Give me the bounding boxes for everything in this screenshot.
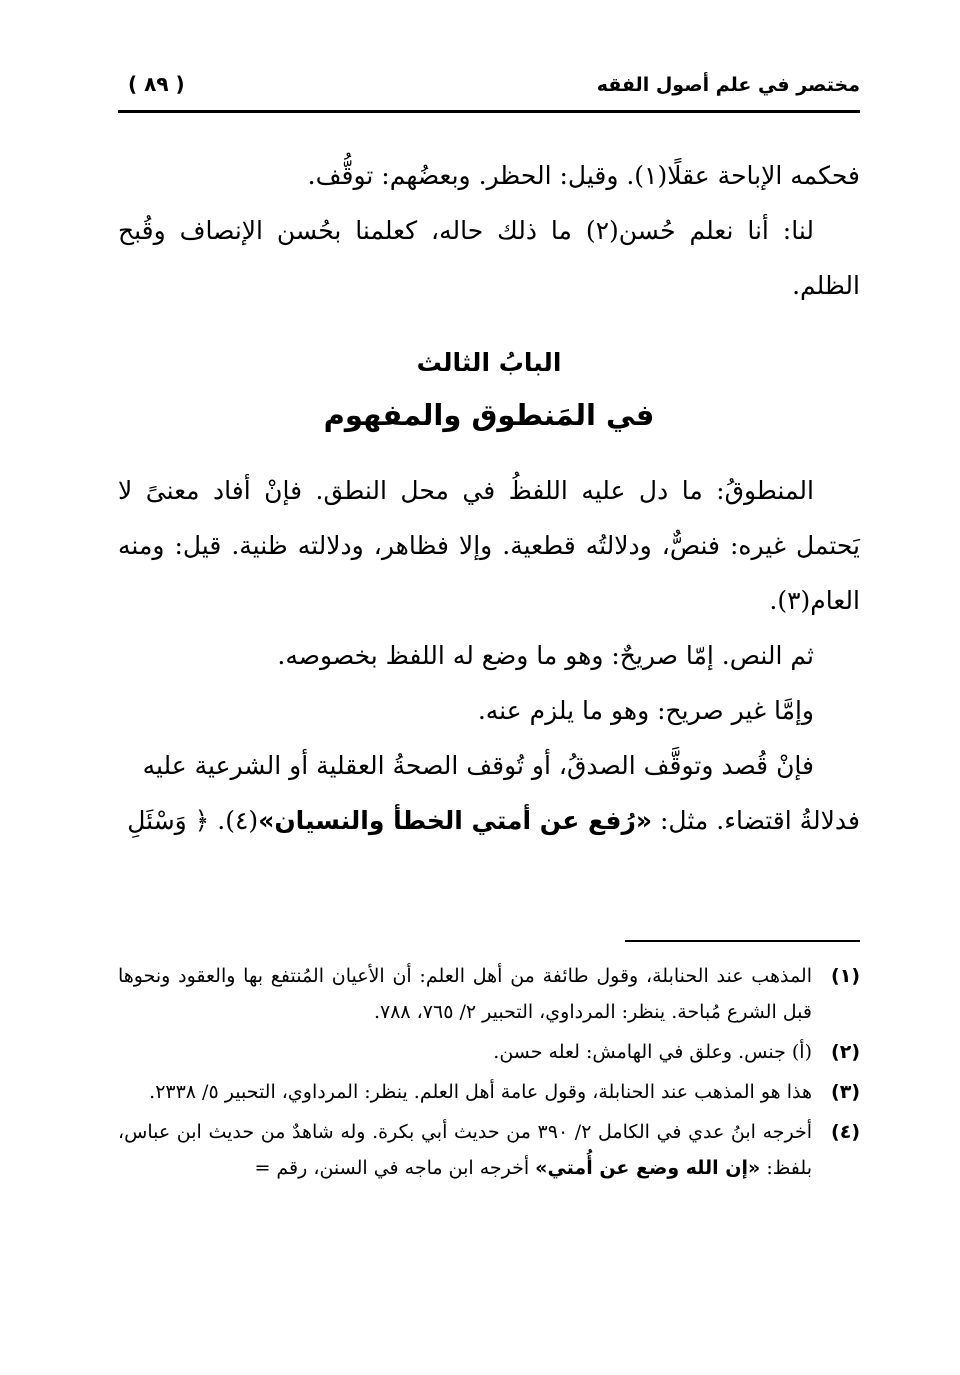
- footnote-text-suffix: أخرجه ابن ماجه في السنن، رقم =: [254, 1157, 536, 1179]
- footnote-text: (أ) جنس. وعلق في الهامش: لعله حسن.: [493, 1041, 812, 1063]
- footnote-text: هذا هو المذهب عند الحنابلة، وقول عامة أهل العلم. ينظر: المرداوي، التحبير ٥/ ٢٣٣٨.: [149, 1081, 812, 1103]
- footnote: [118, 1074, 860, 1110]
- footnote-rule: [625, 940, 860, 942]
- footnote: [118, 958, 860, 1030]
- footnote-number: (١): [831, 965, 860, 987]
- last-line-prefix: فدلالةُ اقتضاء. مثل:: [652, 806, 860, 835]
- last-line-suffix: (٤). ﴿ وَسْئَلِ: [127, 806, 259, 835]
- running-header-title: مختصر في علم أصول الفقه: [596, 74, 860, 96]
- running-header: [118, 70, 860, 106]
- paragraph: ثم النص. إمّا صريحٌ: وهو ما وضع له اللفظ بخصوصه.: [277, 641, 814, 670]
- footnote-text: المذهب عند الحنابلة، وقول طائفة من أهل العلم: أن الأعيان المُنتفع بها والعقود ونحوها قبل الشرع مُباحة. ينظر: المرداوي، التحبير ٢/ ٧٦٥، ٧٨٨.: [118, 965, 812, 1023]
- header-rule: [118, 110, 860, 113]
- footnote: [118, 1034, 860, 1070]
- footnote-text-prefix: أخرجه ابنُ عدي في الكامل ٢/ ٣٩٠ من حديث أبي بكرة. وله شاهدٌ من حديث ابن عباس، بلفظ:: [118, 1121, 813, 1179]
- footnote-number: (٤): [831, 1121, 860, 1143]
- hadith-quote: «رُفع عن أمتي الخطأ والنسيان»: [258, 806, 653, 835]
- page-number: ( ٨٩ ): [128, 72, 185, 96]
- footnote-number: (٢): [831, 1041, 860, 1063]
- main-text: [118, 148, 860, 848]
- chapter-title: البابُ الثالث: [416, 348, 562, 377]
- paragraph-last-line: [118, 793, 860, 848]
- paragraph: فإنْ قُصد وتوقَّف الصدقُ، أو تُوقف الصحةُ العقلية أو الشرعية عليه: [142, 751, 814, 780]
- footnote-number: (٣): [831, 1081, 860, 1103]
- paragraph: المنطوقُ: ما دل عليه اللفظُ في محل النطق. فإنْ أفاد معنىً لا يَحتمل غيره: فنصٌّ، ودلالتُه قطعية. وإلا فظاهر، ودلالته ظنية. قيل: ومنه العام(٣).: [118, 476, 860, 615]
- footnotes: [118, 958, 860, 1190]
- footnote: [118, 1114, 860, 1186]
- paragraph: وإمَّا غير صريح: وهو ما يلزم عنه.: [477, 696, 814, 725]
- paragraph: فحكمه الإباحة عقلًا(١). وقيل: الحظر. وبعضُهم: توقُّف.: [307, 161, 860, 190]
- paragraph: لنا: أنا نعلم حُسن(٢) ما ذلك حاله، كعلمنا بحُسن الإنصاف وقُبح الظلم.: [118, 216, 860, 300]
- chapter-subtitle: في المَنطوق والمفهوم: [323, 398, 655, 432]
- footnote-quote: «إن الله وضع عن أُمتي»: [535, 1157, 761, 1179]
